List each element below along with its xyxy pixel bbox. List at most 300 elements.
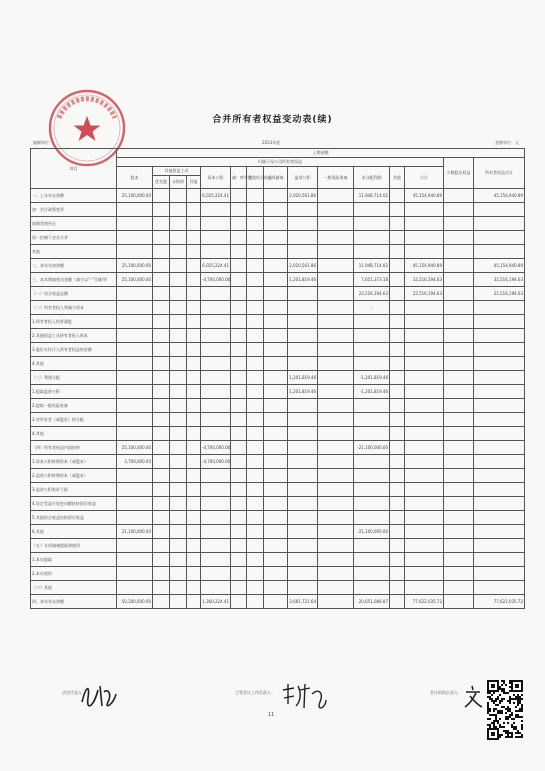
cell-oci — [247, 567, 264, 581]
cell-general — [318, 525, 354, 539]
cell-special — [264, 231, 288, 245]
cell-retained: -1,201,819.46 — [354, 385, 390, 399]
cell-special — [264, 483, 288, 497]
cell-perp — [170, 511, 187, 525]
cell-total — [474, 581, 525, 595]
cell-surplus — [288, 329, 318, 343]
row-label: 4.其他 — [31, 357, 117, 371]
cell-total — [474, 315, 525, 329]
cell-capital — [117, 315, 153, 329]
cell-others — [390, 301, 405, 315]
cell-perp — [170, 343, 187, 357]
cell-oci — [247, 469, 264, 483]
row-label: 二、本年年初余额 — [31, 259, 117, 273]
cell-capital — [117, 497, 153, 511]
cell-perp — [170, 329, 187, 343]
cell-minority — [444, 287, 474, 301]
cell-minority — [444, 357, 474, 371]
cell-general — [318, 483, 354, 497]
cell-treasury — [231, 245, 247, 259]
cell-oth — [187, 469, 201, 483]
accounting-dept-label: 会计机构负责人： — [430, 690, 462, 695]
cell-minority — [444, 385, 474, 399]
cell-oci — [247, 581, 264, 595]
cell-perp — [170, 315, 187, 329]
cell-oci — [247, 301, 264, 315]
cell-retained — [354, 231, 390, 245]
cell-others — [390, 231, 405, 245]
cell-minority — [444, 567, 474, 581]
cell-minority — [444, 189, 474, 203]
cell-subtotal: 45,154,940.89 — [405, 189, 444, 203]
cell-perp — [170, 539, 187, 553]
row-label: 1.资本公积转增资本（或股本） — [31, 455, 117, 469]
cell-retained — [354, 469, 390, 483]
cell-total — [474, 469, 525, 483]
cell-retained: 7,651,373.18 — [354, 273, 390, 287]
cell-subtotal — [405, 427, 444, 441]
cell-treasury — [231, 539, 247, 553]
cell-pref — [153, 399, 170, 413]
cell-subtotal — [405, 399, 444, 413]
cell-perp — [170, 595, 187, 609]
cell-special — [264, 301, 288, 315]
table-row — [31, 413, 525, 427]
cell-special — [264, 287, 288, 301]
cell-capital: 50,200,000.00 — [117, 595, 153, 609]
cell-general — [318, 203, 354, 217]
cell-retained — [354, 343, 390, 357]
cell-perp — [170, 203, 187, 217]
cell-retained — [354, 497, 390, 511]
cell-minority — [444, 371, 474, 385]
cell-special — [264, 189, 288, 203]
cell-oth — [187, 539, 201, 553]
cell-capital-reserve — [201, 525, 231, 539]
table-row — [31, 567, 525, 581]
accounting-dept-signature — [462, 683, 484, 709]
cell-total: 32,516,194.63 — [474, 273, 525, 287]
cell-perp — [170, 385, 187, 399]
cell-surplus: 1,201,819.46 — [288, 273, 318, 287]
table-row — [31, 511, 525, 525]
cell-retained — [354, 539, 390, 553]
cell-others — [390, 525, 405, 539]
cell-minority — [444, 553, 474, 567]
cell-others — [390, 511, 405, 525]
cell-pref — [153, 301, 170, 315]
cell-perp — [170, 455, 187, 469]
cell-oth — [187, 497, 201, 511]
cell-subtotal — [405, 301, 444, 315]
cell-capital — [117, 245, 153, 259]
cell-oth — [187, 245, 201, 259]
cell-oci — [247, 371, 264, 385]
cell-capital: 3,700,000.00 — [117, 455, 153, 469]
table-row — [31, 385, 525, 399]
cell-treasury — [231, 567, 247, 581]
cell-total: 22,516,194.63 — [474, 287, 525, 301]
cell-retained — [354, 315, 390, 329]
cell-oci — [247, 525, 264, 539]
cell-total — [474, 231, 525, 245]
cell-oth — [187, 385, 201, 399]
cell-pref — [153, 315, 170, 329]
cell-treasury — [231, 287, 247, 301]
cell-oci — [247, 245, 264, 259]
cell-retained — [354, 455, 390, 469]
cell-capital — [117, 385, 153, 399]
cell-others — [390, 497, 405, 511]
row-label: （三）利润分配 — [31, 371, 117, 385]
cell-oth — [187, 567, 201, 581]
cell-pref — [153, 525, 170, 539]
header-treasury: 减：库存股 — [231, 167, 247, 189]
cell-capital — [117, 329, 153, 343]
cell-surplus — [288, 539, 318, 553]
cell-total — [474, 553, 525, 567]
table-row — [31, 553, 525, 567]
cell-total — [474, 483, 525, 497]
cell-minority — [444, 217, 474, 231]
cell-special — [264, 469, 288, 483]
row-label: 3.股份支付计入所有者权益的金额 — [31, 343, 117, 357]
cell-pref — [153, 595, 170, 609]
cell-capital-reserve — [201, 497, 231, 511]
cell-perp — [170, 217, 187, 231]
cell-capital — [117, 427, 153, 441]
row-label: 5.其他综合收益结转留存收益 — [31, 511, 117, 525]
cell-treasury — [231, 315, 247, 329]
cell-perp — [170, 567, 187, 581]
cell-special — [264, 371, 288, 385]
cell-subtotal — [405, 413, 444, 427]
cell-surplus — [288, 455, 318, 469]
cell-retained: - — [354, 301, 390, 315]
cell-subtotal: 45,154,940.89 — [405, 259, 444, 273]
cell-surplus: 1,201,819.46 — [288, 371, 318, 385]
cell-perp — [170, 399, 187, 413]
cell-total — [474, 567, 525, 581]
cell-capital — [117, 217, 153, 231]
cell-subtotal: 32,516,194.63 — [405, 273, 444, 287]
cell-oth — [187, 231, 201, 245]
cell-total — [474, 329, 525, 343]
cell-surplus — [288, 469, 318, 483]
cell-special — [264, 567, 288, 581]
cell-perp — [170, 581, 187, 595]
cell-capital — [117, 203, 153, 217]
cell-oth — [187, 399, 201, 413]
cell-others — [390, 483, 405, 497]
cell-general — [318, 413, 354, 427]
cell-oci — [247, 455, 264, 469]
cell-others — [390, 357, 405, 371]
cell-general — [318, 385, 354, 399]
cell-general — [318, 231, 354, 245]
cell-subtotal — [405, 567, 444, 581]
row-label: 同一控制下企业合并 — [31, 231, 117, 245]
cell-minority — [444, 329, 474, 343]
row-label: 2.提取一般风险准备 — [31, 399, 117, 413]
cell-perp — [170, 259, 187, 273]
cell-capital-reserve: -4,700,000.00 — [201, 273, 231, 287]
cell-treasury — [231, 385, 247, 399]
table-row — [31, 343, 525, 357]
cell-subtotal — [405, 343, 444, 357]
cell-retained — [354, 329, 390, 343]
header-retained: 未分配利润 — [354, 167, 390, 189]
cell-total — [474, 525, 525, 539]
cell-surplus — [288, 413, 318, 427]
cell-others — [390, 371, 405, 385]
cell-treasury — [231, 301, 247, 315]
cell-surplus: 2,020,561.86 — [288, 259, 318, 273]
cell-treasury — [231, 231, 247, 245]
cell-subtotal — [405, 441, 444, 455]
cell-total — [474, 427, 525, 441]
cell-capital-reserve — [201, 343, 231, 357]
cell-oth — [187, 273, 201, 287]
cell-minority — [444, 413, 474, 427]
cell-pref — [153, 245, 170, 259]
cell-general — [318, 315, 354, 329]
cell-oci — [247, 413, 264, 427]
table-row — [31, 189, 525, 203]
cell-oth — [187, 259, 201, 273]
row-label: 其他 — [31, 245, 117, 259]
cell-oth — [187, 595, 201, 609]
cell-general — [318, 539, 354, 553]
cell-others — [390, 315, 405, 329]
cell-pref — [153, 581, 170, 595]
cell-perp — [170, 301, 187, 315]
cell-treasury — [231, 413, 247, 427]
row-label: （二）所有者投入和减少资本 — [31, 301, 117, 315]
cell-retained — [354, 357, 390, 371]
cell-capital-reserve — [201, 385, 231, 399]
cell-retained: 11,948,714.02 — [354, 259, 390, 273]
cell-others — [390, 441, 405, 455]
cell-general — [318, 245, 354, 259]
cell-surplus — [288, 399, 318, 413]
cell-capital — [117, 287, 153, 301]
cell-special — [264, 511, 288, 525]
table-row — [31, 539, 525, 553]
cell-capital — [117, 567, 153, 581]
cell-minority — [444, 511, 474, 525]
cell-capital-reserve: -4,700,000.00 — [201, 455, 231, 469]
cell-surplus — [288, 483, 318, 497]
cell-minority — [444, 525, 474, 539]
cell-minority — [444, 539, 474, 553]
cell-special — [264, 217, 288, 231]
cell-capital: 25,100,000.00 — [117, 259, 153, 273]
cell-oci — [247, 441, 264, 455]
cell-capital-reserve: 6,025,224.41 — [201, 259, 231, 273]
table-row — [31, 301, 525, 315]
cell-oci — [247, 595, 264, 609]
cell-subtotal — [405, 371, 444, 385]
cell-pref — [153, 203, 170, 217]
cell-subtotal — [405, 203, 444, 217]
cell-oci — [247, 343, 264, 357]
table-row — [31, 469, 525, 483]
cell-special — [264, 525, 288, 539]
header-other: 其他 — [187, 176, 201, 189]
cell-treasury — [231, 497, 247, 511]
cell-oth — [187, 301, 201, 315]
cell-special — [264, 315, 288, 329]
cell-treasury — [231, 581, 247, 595]
cell-retained: -21,100,000.00 — [354, 441, 390, 455]
cell-minority — [444, 301, 474, 315]
cell-special — [264, 595, 288, 609]
cell-general — [318, 497, 354, 511]
cell-treasury — [231, 329, 247, 343]
cell-perp — [170, 287, 187, 301]
cell-oci — [247, 427, 264, 441]
cell-others — [390, 343, 405, 357]
cell-special — [264, 553, 288, 567]
cell-total: 77,622,035.72 — [474, 595, 525, 609]
cell-special — [264, 441, 288, 455]
cell-special — [264, 539, 288, 553]
cell-surplus — [288, 581, 318, 595]
cell-oci — [247, 273, 264, 287]
cell-pref — [153, 483, 170, 497]
cell-retained — [354, 413, 390, 427]
cell-special — [264, 399, 288, 413]
cell-others — [390, 329, 405, 343]
cell-general — [318, 567, 354, 581]
cell-retained — [354, 553, 390, 567]
cell-treasury — [231, 259, 247, 273]
cell-pref — [153, 427, 170, 441]
cell-perp — [170, 469, 187, 483]
cell-pref — [153, 287, 170, 301]
header-other-equity-instruments: 其他权益工具 — [153, 167, 201, 176]
cell-retained — [354, 399, 390, 413]
cell-general — [318, 399, 354, 413]
cell-retained: -21,100,000.00 — [354, 525, 390, 539]
cell-capital — [117, 357, 153, 371]
cell-retained — [354, 203, 390, 217]
cell-perp — [170, 441, 187, 455]
cell-minority — [444, 595, 474, 609]
cell-minority — [444, 245, 474, 259]
cell-capital: 25,100,000.00 — [117, 273, 153, 287]
table-row — [31, 525, 525, 539]
cell-retained: -1,201,819.46 — [354, 371, 390, 385]
cell-special — [264, 497, 288, 511]
header-oci: 其他综合收益 — [247, 167, 264, 189]
cell-special — [264, 343, 288, 357]
cell-capital: 21,100,000.00 — [117, 525, 153, 539]
cell-capital — [117, 553, 153, 567]
cell-surplus — [288, 301, 318, 315]
cell-surplus — [288, 315, 318, 329]
cell-subtotal — [405, 231, 444, 245]
cell-total — [474, 343, 525, 357]
cell-others — [390, 469, 405, 483]
table-row — [31, 595, 525, 609]
cell-oth — [187, 427, 201, 441]
cell-total — [474, 371, 525, 385]
cell-oth — [187, 287, 201, 301]
cell-oth — [187, 203, 201, 217]
cell-treasury — [231, 357, 247, 371]
cell-perp — [170, 273, 187, 287]
cell-oci — [247, 287, 264, 301]
cell-pref — [153, 539, 170, 553]
cell-capital-reserve — [201, 371, 231, 385]
cell-treasury — [231, 203, 247, 217]
page-number: 11 — [268, 712, 275, 718]
cell-special — [264, 329, 288, 343]
cell-treasury — [231, 273, 247, 287]
row-label: 加：会计政策变更 — [31, 203, 117, 217]
cell-capital-reserve — [201, 469, 231, 483]
cell-perp — [170, 483, 187, 497]
cell-general — [318, 217, 354, 231]
cell-pref — [153, 511, 170, 525]
header-parent-equity: 归属于母公司所有者权益 — [117, 158, 444, 167]
cell-surplus — [288, 497, 318, 511]
cell-perp — [170, 371, 187, 385]
cell-general — [318, 301, 354, 315]
cell-general — [318, 511, 354, 525]
cell-subtotal — [405, 385, 444, 399]
cell-total: 45,154,940.89 — [474, 259, 525, 273]
cell-surplus — [288, 245, 318, 259]
cell-oth — [187, 455, 201, 469]
cell-minority — [444, 203, 474, 217]
cell-capital — [117, 511, 153, 525]
cell-treasury — [231, 455, 247, 469]
cell-special — [264, 245, 288, 259]
qr-code — [487, 680, 523, 740]
cell-capital — [117, 343, 153, 357]
cell-oci — [247, 217, 264, 231]
cell-others — [390, 385, 405, 399]
cell-oth — [187, 315, 201, 329]
cell-pref — [153, 441, 170, 455]
cell-general — [318, 553, 354, 567]
header-preferred: 优先股 — [153, 176, 170, 189]
cell-capital-reserve — [201, 315, 231, 329]
table-row — [31, 441, 525, 455]
cell-oci — [247, 497, 264, 511]
cell-others — [390, 539, 405, 553]
cell-capital-reserve — [201, 553, 231, 567]
row-label: 四、本年年末余额 — [31, 595, 117, 609]
cell-treasury — [231, 553, 247, 567]
cell-perp — [170, 525, 187, 539]
table-row — [31, 245, 525, 259]
cell-pref — [153, 567, 170, 581]
cell-minority — [444, 399, 474, 413]
cell-others — [390, 287, 405, 301]
cell-oci — [247, 385, 264, 399]
cell-total — [474, 301, 525, 315]
cell-treasury — [231, 189, 247, 203]
cell-capital — [117, 483, 153, 497]
cell-treasury — [231, 399, 247, 413]
cell-subtotal — [405, 581, 444, 595]
cell-minority — [444, 315, 474, 329]
header-surplus: 盈余公积 — [288, 167, 318, 189]
